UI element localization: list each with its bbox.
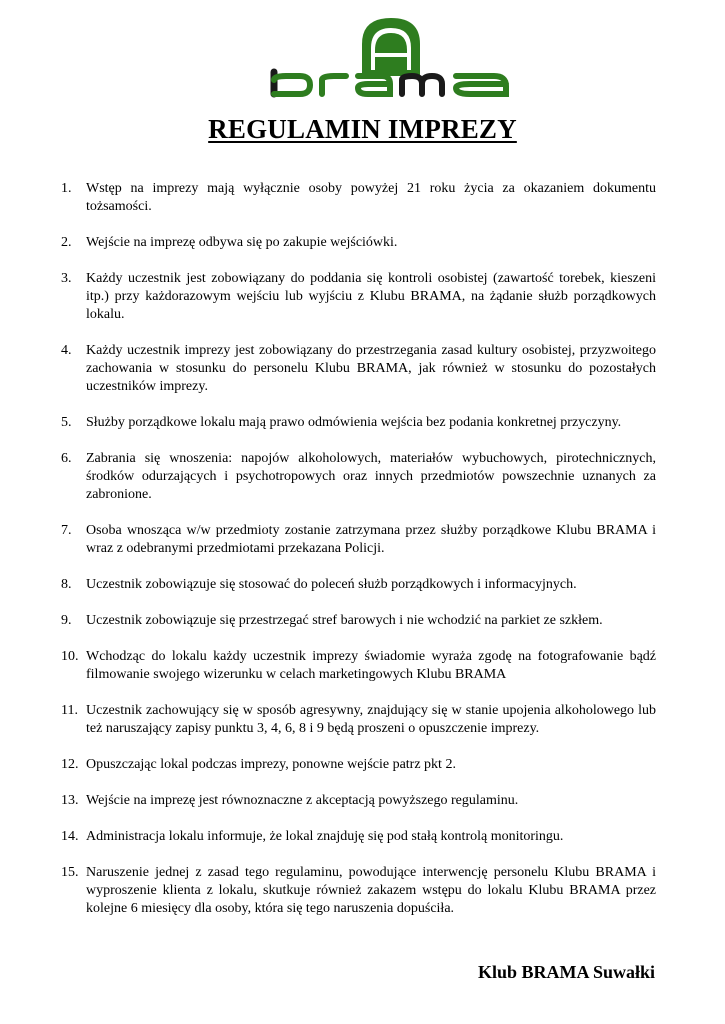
- rule-number: 3.: [61, 271, 72, 286]
- rule-text: Uczestnik zachowujący się w sposób agresywny, znajdujący się w stanie upojenia alkoholowego lub też naruszający zapisy punktu 3, 4, 6, 8 i 9 będą proszeni o opuszczenie imprezy.: [86, 703, 656, 736]
- rule-number: 9.: [61, 613, 72, 628]
- page-title: REGULAMIN IMPREZY: [208, 114, 517, 144]
- rule-number: 8.: [61, 577, 72, 592]
- rule-item: [61, 756, 656, 774]
- rule-item: [61, 702, 656, 738]
- rule-text: Wejście na imprezę jest równoznaczne z akceptacją powyższego regulaminu.: [86, 793, 519, 808]
- rule-text: Wejście na imprezę odbywa się po zakupie wejściówki.: [86, 235, 398, 250]
- rule-text: Osoba wnosząca w/w przedmioty zostanie zatrzymana przez służby porządkowe Klubu BRAMA i wraz z odebranymi przedmiotami przekazana Policji.: [86, 523, 656, 556]
- rule-text: Zabrania się wnoszenia: napojów alkoholowych, materiałów wybuchowych, pirotechnicznych, środków odurzających i psychotropowych oraz innych przedmiotów powszechnie uznanych za zabronione.: [86, 451, 656, 502]
- rule-number: 7.: [61, 523, 72, 538]
- rule-number: 2.: [61, 235, 72, 250]
- rule-text: Uczestnik zobowiązuje się przestrzegać stref barowych i nie wchodzić na parkiet ze szkłem.: [86, 613, 603, 628]
- rule-text: Uczestnik zobowiązuje się stosować do poleceń służb porządkowych i informacyjnych.: [86, 577, 577, 592]
- rule-text: Wstęp na imprezy mają wyłącznie osoby powyżej 21 roku życia za okazaniem dokumentu tożsamości.: [86, 181, 656, 214]
- rule-item: [61, 450, 656, 504]
- rule-text: Opuszczając lokal podczas imprezy, ponowne wejście patrz pkt 2.: [86, 757, 456, 772]
- rule-text: Każdy uczestnik imprezy jest zobowiązany do przestrzegania zasad kultury osobistej, przyzwoitego zachowania w stosunku do personelu Klubu BRAMA, jak również w stosunku do pozostałych uczestników imprezy.: [86, 343, 656, 394]
- rule-number: 6.: [61, 451, 72, 466]
- rule-number: 11.: [61, 703, 78, 718]
- rule-number: 12.: [61, 757, 79, 772]
- rule-item: [61, 828, 656, 846]
- signature: Klub BRAMA Suwałki: [477, 962, 655, 982]
- rule-item: [61, 270, 656, 324]
- rule-item: [61, 648, 656, 684]
- rule-text: Służby porządkowe lokalu mają prawo odmówienia wejścia bez podania konkretnej przyczyny.: [86, 415, 622, 430]
- rule-item: [61, 612, 656, 630]
- rule-number: 13.: [61, 793, 79, 808]
- rule-item: [61, 342, 656, 396]
- rule-text: Naruszenie jednej z zasad tego regulaminu, powodujące interwencję personelu Klubu BRAMA i wyproszenie klienta z lokalu, skutkuje również zakazem wstępu do lokalu Klubu BRAMA przez kolejne 6 miesięcy dla osoby, która się tego naruszenia dopuściła.: [86, 865, 656, 916]
- rule-item: [61, 180, 656, 216]
- gate-emblem-icon: [362, 18, 420, 76]
- rule-item: [61, 234, 656, 252]
- rule-number: 5.: [61, 415, 72, 430]
- rules-list: [61, 180, 656, 936]
- rule-number: 1.: [61, 181, 72, 196]
- rule-number: 15.: [61, 865, 79, 880]
- rule-item: [61, 522, 656, 558]
- rule-item: [61, 792, 656, 810]
- rule-item: [61, 864, 656, 918]
- rule-number: 14.: [61, 829, 79, 844]
- rule-number: 10.: [61, 649, 79, 664]
- rule-number: 4.: [61, 343, 72, 358]
- rule-text: Administracja lokalu informuje, że lokal znajduję się pod stałą kontrolą monitoringu.: [86, 829, 564, 844]
- rule-item: [61, 576, 656, 594]
- rule-text: Każdy uczestnik jest zobowiązany do poddania się kontroli osobistej (zawartość torebek, kieszeni itp.) przy każdorazowym wejściu lub wyjściu z Klubu BRAMA, na żądanie służb porządkowych lokalu.: [86, 271, 656, 322]
- brama-logo: [266, 14, 516, 98]
- rule-item: [61, 414, 656, 432]
- rule-text: Wchodząc do lokalu każdy uczestnik imprezy świadomie wyraża zgodę na fotografowanie bądź filmowanie swojego wizerunku w celach marketingowych Klubu BRAMA: [86, 649, 656, 682]
